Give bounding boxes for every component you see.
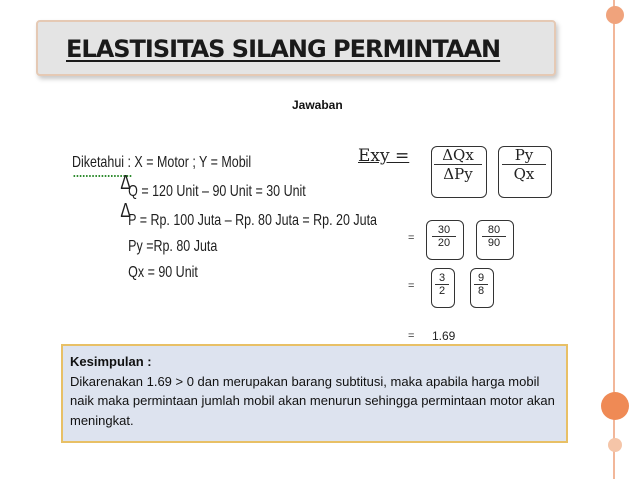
- formula-lhs: Exy =: [358, 146, 410, 166]
- step1-a-denominator: 20: [437, 237, 451, 249]
- result-value: 1.69: [432, 329, 456, 343]
- formula-frac1-denominator: ΔPy: [443, 165, 473, 183]
- step1-fraction-b: [482, 224, 506, 249]
- equals-sign: =: [408, 330, 415, 342]
- title-box: [36, 20, 556, 76]
- conclusion-text: Dikarenakan 1.69 > 0 dan merupakan barang subtitusi, maka apabila harga mobil naik maka permintaan jumlah mobil akan menurun sehingga permintaan motor akan meningkat.: [70, 373, 555, 428]
- equals-sign: =: [408, 280, 415, 292]
- conclusion-box: [61, 344, 568, 443]
- formula-fraction-2: [502, 146, 546, 183]
- step1-b-denominator: 90: [487, 237, 501, 249]
- step2-b-numerator: 9: [474, 272, 488, 285]
- given-line-2: Q = 120 Unit – 90 Unit = 30 Unit: [128, 183, 306, 200]
- slide-subtitle: Jawaban: [292, 98, 343, 112]
- step2-a-denominator: 2: [438, 285, 446, 297]
- equals-sign: =: [408, 232, 415, 244]
- delta-symbol: Δ: [120, 200, 131, 222]
- given-line-5: Qx = 90 Unit: [128, 264, 198, 281]
- decor-circle-top: [606, 6, 624, 24]
- step2-fraction-b: [474, 272, 488, 297]
- conclusion-heading: Kesimpulan :: [70, 354, 152, 369]
- formula-frac2-numerator: Py: [502, 146, 546, 165]
- given-line-4: Py =Rp. 80 Juta: [128, 238, 218, 255]
- step2-b-denominator: 8: [477, 285, 485, 297]
- formula-frac1-numerator: ΔQx: [434, 146, 482, 165]
- delta-symbol: Δ: [120, 172, 131, 194]
- formula-frac2-denominator: Qx: [513, 165, 535, 183]
- step2-fraction-a: [435, 272, 449, 297]
- formula-fraction-1: [434, 146, 482, 183]
- given-line-1: Diketahui : X = Motor ; Y = Mobil: [72, 154, 252, 171]
- decor-circle-small: [608, 438, 622, 452]
- step1-b-numerator: 80: [482, 224, 506, 237]
- step2-a-numerator: 3: [435, 272, 449, 285]
- given-line-3: P = Rp. 100 Juta – Rp. 80 Juta = Rp. 20 Juta: [128, 212, 378, 229]
- slide-title: ELASTISITAS SILANG PERMINTAAN: [66, 35, 501, 63]
- step1-a-numerator: 30: [432, 224, 456, 237]
- step1-fraction-a: [432, 224, 456, 249]
- decor-circle-large: [601, 392, 629, 420]
